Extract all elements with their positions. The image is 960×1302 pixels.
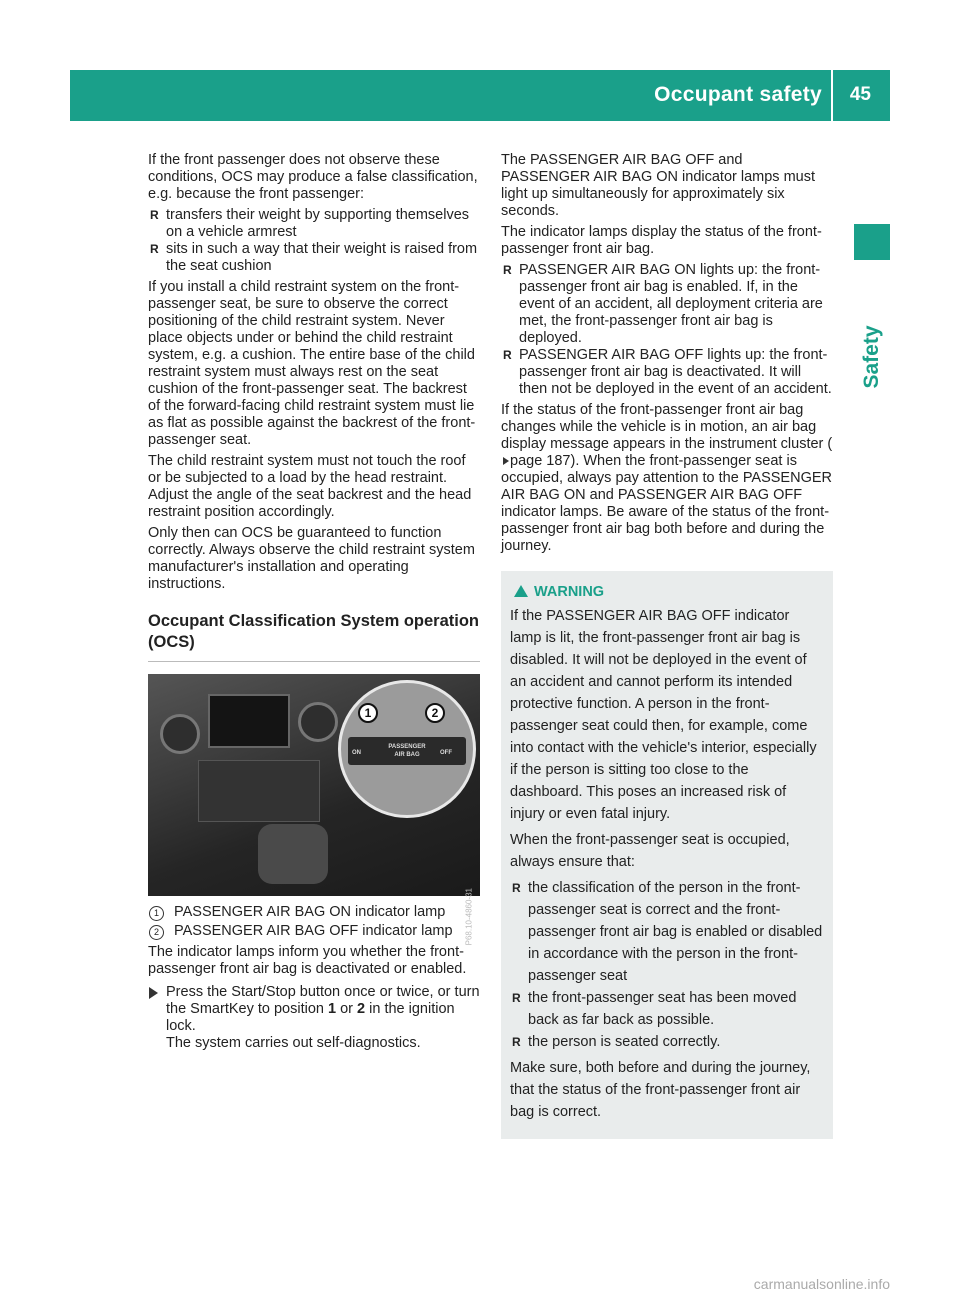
position-1: 1 [328,1001,337,1017]
side-tab-marker [854,224,890,260]
step-arrow-icon [149,987,158,999]
paragraph-text: ). When the front-passenger seat is occupied, always pay attention to the PASSENGER AIR BAG ON and PASSENGER AIR BAG OFF indicator lamps. Be aware of the status of the front-passenger front air bag both before and during the journey. [501,453,832,554]
section-heading: Occupant Classification System operation (OCS) [148,611,480,662]
status-bullet-list [501,262,833,398]
warning-paragraph: When the front-passenger seat is occupied, always ensure that: [510,832,790,870]
paragraph [501,402,833,555]
paragraph: Only then can OCS be guaranteed to function correctly. Always observe the child restraint system manufacturer's installation and operating instructions. [148,525,475,592]
header-bar [70,70,890,121]
page-reference-link[interactable]: page 187 [510,453,571,469]
warning-icon [514,585,528,597]
caption-text: PASSENGER AIR BAG OFF indicator lamp [174,923,453,939]
figure-caption [148,904,480,921]
paragraph: The PASSENGER AIR BAG OFF and PASSENGER AIR BAG ON indicator lamps must light up simultaneously for approximately six seconds. [501,152,815,219]
figure-code: P68.10-4860-31 [464,888,473,946]
bullet-icon: R [503,263,512,277]
right-column [501,152,833,1139]
step-result: The system carries out self-diagnostics. [166,1035,421,1051]
list-item-text: sits in such a way that their weight is raised from the seat cushion [166,241,478,274]
paragraph: The child restraint system must not touch the roof or be subjected to a load by the head restraint. Adjust the angle of the seat backrest and the head restraint position accordingly. [148,453,472,520]
label-off: OFF [440,750,452,756]
figure-caption [148,923,480,940]
caption-text: PASSENGER AIR BAG ON indicator lamp [174,904,446,920]
list-item [501,262,833,347]
list-item [510,877,824,987]
list-item [501,347,833,398]
list-item-text: transfers their weight by supporting themselves on a vehicle armrest [166,207,470,240]
list-item [148,207,480,241]
list-item [510,1031,824,1053]
warning-paragraph: If the PASSENGER AIR BAG OFF indicator lamp is lit, the front-passenger front air bag is disabled. It will not be deployed in the event of an accident and cannot perform its intended protective function. A person in the front-passenger seat could then, for example, come into contact with the vehicle's interior, especially if the person is sitting too close to the dashboard. This poses an increased risk of injury or even fatal injury. [510,608,817,822]
step-text: in the ignition lock. [166,1001,455,1034]
gear-shifter [258,824,328,884]
air-vent [160,714,200,754]
warning-paragraph: Make sure, both before and during the journey, that the status of the front-passenger front air bag is correct. [510,1060,811,1120]
position-2: 2 [357,1001,366,1017]
left-column [148,152,480,1052]
bullet-icon: R [150,242,159,256]
list-item [510,987,824,1031]
warning-box [501,571,833,1139]
header-divider [831,70,833,121]
paragraph: The indicator lamps display the status of the front-passenger front air bag. [501,224,822,257]
center-console [198,760,320,822]
list-item-text: the person is seated correctly. [528,1034,721,1050]
list-item [148,241,480,275]
indicator-panel [348,737,466,765]
side-tab-text: Safety [860,325,883,389]
indicator-magnifier [338,680,476,818]
label-passenger: PASSENGER [388,744,426,750]
display-screen [208,694,290,748]
warning-bullet-list [510,877,824,1053]
list-item-text: the classification of the person in the front-passenger seat is correct and the front-passenger front air bag is enabled or disabled in accordance with the person in the front-passenger seat [528,880,823,984]
warning-title-text: WARNING [534,584,605,600]
intro-bullet-list [148,207,480,275]
side-tab-label [850,312,894,402]
label-on: ON [352,750,361,756]
bullet-icon: R [150,208,159,222]
paragraph-text: If the status of the front-passenger front air bag changes while the vehicle is in motion, an air bag display message appears in the instrument cluster ( [501,402,833,452]
air-vent [298,702,338,742]
page-number: 45 [849,84,871,105]
callout-1: 1 [358,703,378,723]
caption-number: 1 [149,906,164,921]
list-item-text: PASSENGER AIR BAG ON lights up: the front-passenger front air bag is enabled. If, in the event of an accident, all deployment criteria are met, the front-passenger front air bag is deployed. [519,262,823,346]
list-item-text: the front-passenger seat has been moved back as far back as possible. [528,990,797,1028]
step-text: Press the Start/Stop button once or twice, or turn the SmartKey to position [166,984,480,1017]
callout-2: 2 [425,703,445,723]
page-reference-icon [503,457,509,465]
bullet-icon: R [512,991,521,1005]
paragraph: The indicator lamps inform you whether the front-passenger front air bag is deactivated or enabled. [148,944,467,977]
bullet-icon: R [512,881,521,895]
list-item-text: PASSENGER AIR BAG OFF lights up: the front-passenger front air bag is deactivated. It will then not be deployed in the event of an accident. [519,347,832,397]
label-airbag: AIR BAG [394,752,420,758]
section-title: Occupant safety [654,83,822,106]
footer-watermark: carmanualsonline.info [753,1276,890,1292]
bullet-icon: R [512,1035,521,1049]
caption-number: 2 [149,925,164,940]
instruction-step [148,984,480,1052]
intro-paragraph: If the front passenger does not observe these conditions, OCS may produce a false classification, e.g. because the front passenger: [148,152,478,202]
bullet-icon: R [503,348,512,362]
warning-title [510,581,824,603]
paragraph: If you install a child restraint system on the front-passenger seat, be sure to observe the correct positioning of the child restraint system. Never place objects under or behind the child restraint system, e.g. a cushion. The entire base of the child restraint system must always rest on the seat cushion of the front-passenger seat. The backrest of the forward-facing child restraint system must lie as flat as possible against the backrest of the front-passenger seat. [148,279,476,448]
step-text: or [336,1001,358,1017]
